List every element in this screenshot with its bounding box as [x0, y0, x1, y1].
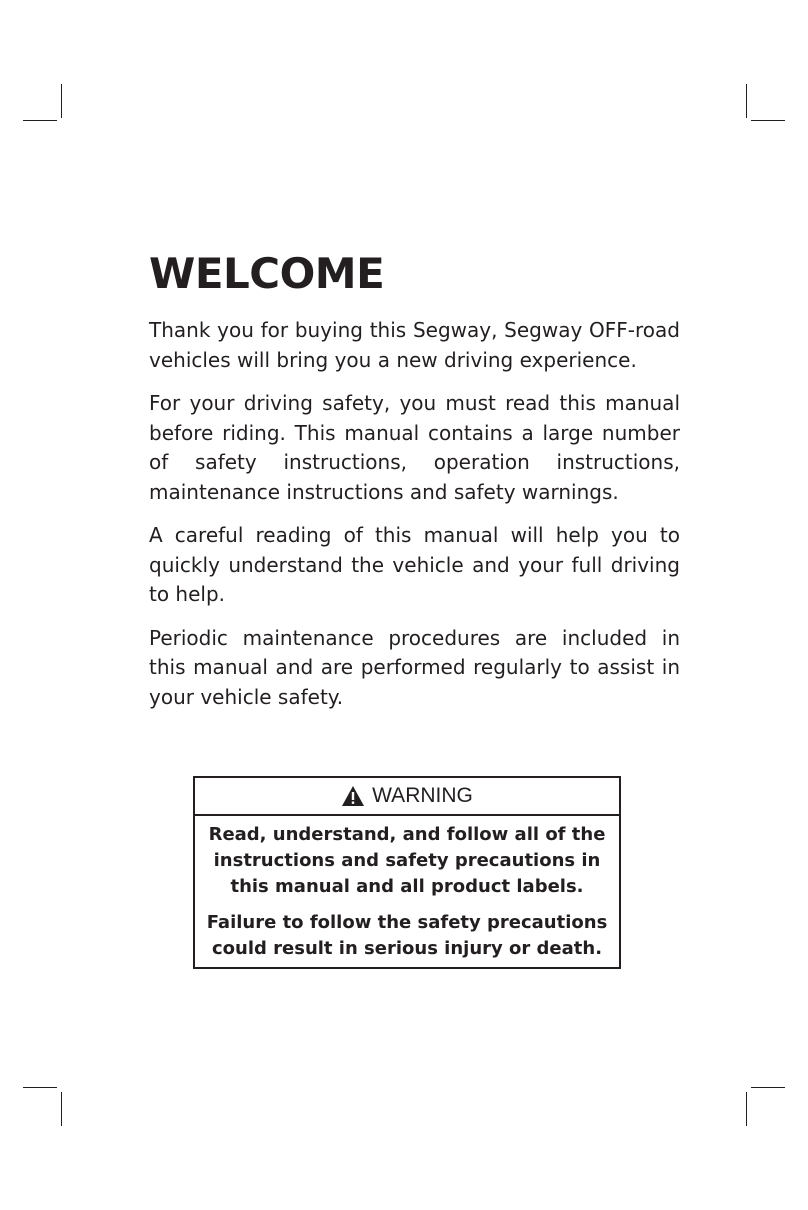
crop-mark-top-left-horizontal: [23, 120, 57, 121]
warning-box: [193, 776, 621, 969]
paragraph-maintenance: Periodic maintenance procedures are included in this manual and are performed regularly to assist in your vehicle safety.: [149, 625, 680, 709]
page-title: WELCOME: [149, 249, 385, 298]
crop-mark-bottom-right-vertical: [746, 1092, 747, 1126]
paragraph-safety: For your driving safety, you must read this manual before riding. This manual contains a large number of safety instructions, operation instructions, maintenance instructions and safety warnings.: [149, 391, 680, 504]
crop-mark-top-right-vertical: [746, 84, 747, 118]
crop-mark-top-left-vertical: [61, 84, 62, 118]
warning-line-consequence: Failure to follow the safety precautions could result in serious injury or death.: [206, 912, 608, 959]
crop-mark-bottom-right-horizontal: [751, 1087, 785, 1088]
warning-label: WARNING: [372, 784, 473, 807]
warning-body: [195, 816, 619, 962]
warning-header: [195, 778, 619, 816]
warning-line-instructions: Read, understand, and follow all of the instructions and safety precautions in this manual and all product labels.: [208, 824, 606, 897]
warning-triangle-icon: [341, 785, 365, 807]
crop-mark-bottom-left-vertical: [61, 1092, 62, 1126]
crop-mark-bottom-left-horizontal: [23, 1087, 57, 1088]
welcome-section: [149, 248, 680, 712]
paragraph-intro: Thank you for buying this Segway, Segway OFF-road vehicles will bring you a new driving experience.: [149, 318, 680, 372]
crop-mark-top-right-horizontal: [751, 120, 785, 121]
paragraph-reading: A careful reading of this manual will help you to quickly understand the vehicle and your full driving to help.: [149, 523, 680, 606]
